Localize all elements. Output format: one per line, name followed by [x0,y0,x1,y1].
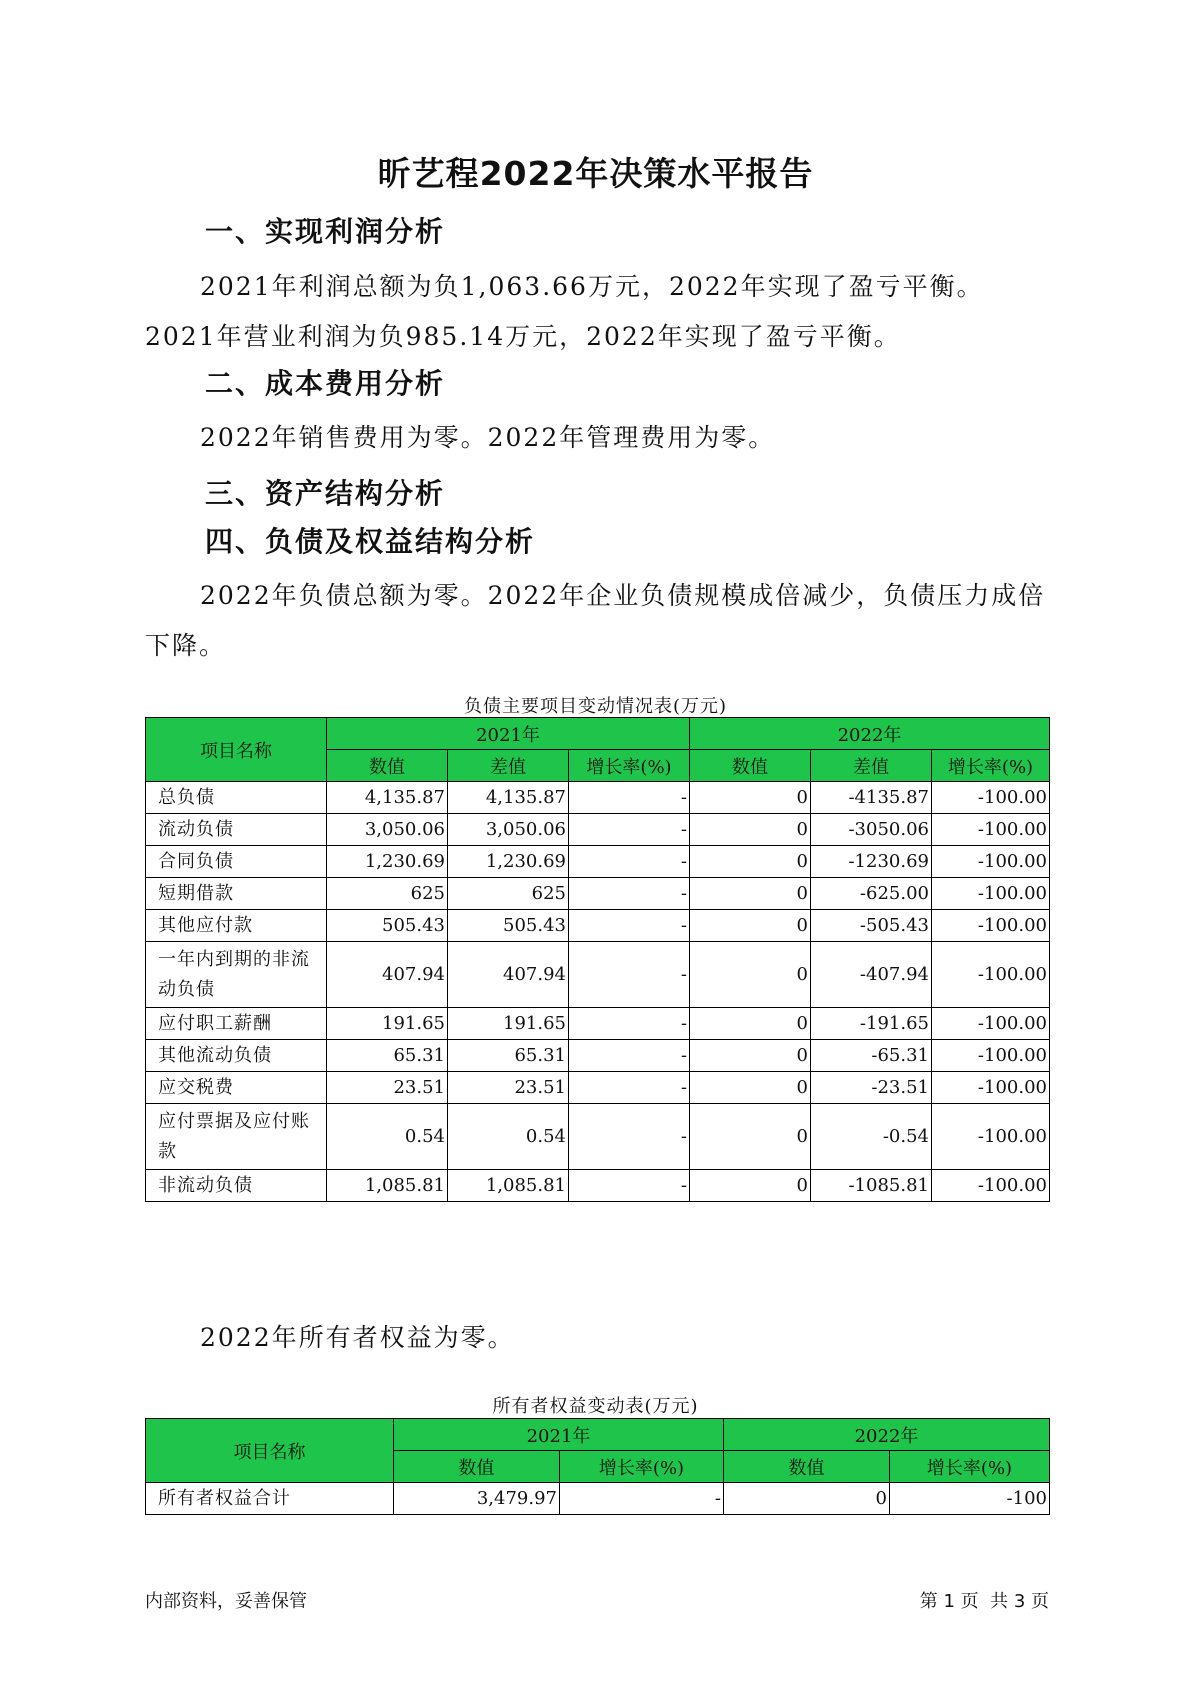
equity-table-caption: 所有者权益变动表(万元) [492,1396,699,1417]
cell-growth-2021: - [569,1170,690,1202]
cell-growth-2022: -100.00 [932,878,1050,910]
table-row [146,1170,1050,1202]
liability-table-caption: 负债主要项目变动情况表(万元) [463,696,728,717]
header-year-2022: 2022年 [724,1419,1050,1451]
cell-growth-2022: -100 [890,1483,1050,1515]
table-row [146,1040,1050,1072]
cell-growth-2021: - [569,1072,690,1104]
cell-growth-2022: -100.00 [932,1170,1050,1202]
section-heading-assets: 三、资产结构分析 [205,477,446,510]
cell-growth-2021: - [569,782,690,814]
cell-growth-2021: - [560,1483,724,1515]
cell-growth-2021: - [569,1104,690,1170]
cell-value-2022: 0 [690,1008,811,1040]
table-row [146,782,1050,814]
cell-value-2022: 0 [690,782,811,814]
cell-diff-2021: 1,085.81 [448,1170,569,1202]
cell-value-2021: 23.51 [327,1072,448,1104]
cell-diff-2021: 1,230.69 [448,846,569,878]
cell-value-2022: 0 [690,1072,811,1104]
row-name: 流动负债 [146,814,327,846]
cell-value-2021: 3,479.97 [394,1483,560,1515]
cell-value-2021: 65.31 [327,1040,448,1072]
cell-value-2021: 0.54 [327,1104,448,1170]
table-row [146,1483,1050,1515]
footer-page-number: 第 1 页 共 3 页 [919,1591,1049,1612]
cell-diff-2021: 505.43 [448,910,569,942]
header-value: 数值 [690,750,811,782]
section-heading-cost: 二、成本费用分析 [205,367,446,400]
cell-diff-2021: 407.94 [448,942,569,1008]
paragraph-cost: 2022年销售费用为零。2022年管理费用为零。 [200,423,776,452]
cell-value-2022: 0 [690,878,811,910]
cell-diff-2021: 0.54 [448,1104,569,1170]
cell-growth-2021: - [569,878,690,910]
row-name: 一年内到期的非流动负债 [146,942,327,1008]
section-heading-liabilities: 四、负债及权益结构分析 [205,525,536,558]
cell-growth-2022: -100.00 [932,1008,1050,1040]
cell-value-2022: 0 [690,814,811,846]
liability-table [145,717,1050,1202]
cell-growth-2021: - [569,814,690,846]
cell-diff-2022: -65.31 [811,1040,932,1072]
cell-growth-2021: - [569,910,690,942]
row-name: 应付票据及应付账款 [146,1104,327,1170]
table-row [146,814,1050,846]
cell-value-2022: 0 [690,942,811,1008]
cell-growth-2022: -100.00 [932,1104,1050,1170]
paragraph-profit: 2021年利润总额为负1,063.66万元，2022年实现了盈亏平衡。2021年营业利润为负985.14万元，2022年实现了盈亏平衡。 [145,272,984,351]
table-row [146,942,1050,1008]
cell-diff-2021: 23.51 [448,1072,569,1104]
cell-growth-2022: -100.00 [932,942,1050,1008]
cell-diff-2022: -625.00 [811,878,932,910]
header-diff: 差值 [448,750,569,782]
cell-value-2021: 1,230.69 [327,846,448,878]
section-heading-profit: 一、实现利润分析 [205,215,446,248]
cell-diff-2022: -3050.06 [811,814,932,846]
header-value: 数值 [327,750,448,782]
row-name: 总负债 [146,782,327,814]
table-row [146,878,1050,910]
cell-diff-2022: -0.54 [811,1104,932,1170]
cell-value-2022: 0 [690,1040,811,1072]
footer-confidential-note: 内部资料，妥善保管 [145,1591,307,1612]
cell-diff-2021: 4,135.87 [448,782,569,814]
cell-value-2022: 0 [690,910,811,942]
cell-value-2021: 191.65 [327,1008,448,1040]
cell-growth-2021: - [569,1008,690,1040]
header-diff: 差值 [811,750,932,782]
table-row [146,910,1050,942]
table-row [146,1008,1050,1040]
header-year-2021: 2021年 [394,1419,724,1451]
row-name: 合同负债 [146,846,327,878]
cell-value-2021: 3,050.06 [327,814,448,846]
cell-growth-2021: - [569,942,690,1008]
cell-growth-2022: -100.00 [932,782,1050,814]
table-row [146,1104,1050,1170]
cell-diff-2021: 625 [448,878,569,910]
cell-diff-2021: 65.31 [448,1040,569,1072]
cell-diff-2022: -1230.69 [811,846,932,878]
cell-value-2022: 0 [724,1483,890,1515]
cell-diff-2022: -505.43 [811,910,932,942]
cell-value-2021: 625 [327,878,448,910]
row-name: 短期借款 [146,878,327,910]
cell-value-2022: 0 [690,846,811,878]
header-value: 数值 [394,1451,560,1483]
cell-diff-2021: 3,050.06 [448,814,569,846]
cell-value-2021: 1,085.81 [327,1170,448,1202]
table-row [146,1072,1050,1104]
row-name: 所有者权益合计 [146,1483,394,1515]
header-year-2021: 2021年 [327,718,690,750]
cell-growth-2022: -100.00 [932,846,1050,878]
header-item-name: 项目名称 [146,1419,394,1483]
cell-value-2022: 0 [690,1170,811,1202]
cell-value-2021: 4,135.87 [327,782,448,814]
cell-value-2021: 505.43 [327,910,448,942]
row-name: 应付职工薪酬 [146,1008,327,1040]
header-item-name: 项目名称 [146,718,327,782]
paragraph-liabilities: 2022年负债总额为零。2022年企业负债规模成倍减少，负债压力成倍下降。 [145,581,1046,660]
page-title: 昕艺程2022年决策水平报告 [377,154,814,193]
cell-growth-2021: - [569,1040,690,1072]
cell-growth-2022: -100.00 [932,910,1050,942]
header-growth: 增长率(%) [890,1451,1050,1483]
table-row [146,846,1050,878]
cell-diff-2022: -1085.81 [811,1170,932,1202]
header-growth: 增长率(%) [932,750,1050,782]
cell-growth-2022: -100.00 [932,1040,1050,1072]
equity-table [145,1418,1050,1515]
cell-growth-2022: -100.00 [932,814,1050,846]
row-name: 其他应付款 [146,910,327,942]
cell-growth-2022: -100.00 [932,1072,1050,1104]
row-name: 应交税费 [146,1072,327,1104]
cell-value-2022: 0 [690,1104,811,1170]
cell-growth-2021: - [569,846,690,878]
cell-diff-2022: -191.65 [811,1008,932,1040]
paragraph-equity: 2022年所有者权益为零。 [200,1323,515,1352]
header-growth: 增长率(%) [560,1451,724,1483]
cell-value-2021: 407.94 [327,942,448,1008]
cell-diff-2022: -23.51 [811,1072,932,1104]
header-value: 数值 [724,1451,890,1483]
header-growth: 增长率(%) [569,750,690,782]
row-name: 其他流动负债 [146,1040,327,1072]
cell-diff-2022: -4135.87 [811,782,932,814]
header-year-2022: 2022年 [690,718,1050,750]
cell-diff-2022: -407.94 [811,942,932,1008]
row-name: 非流动负债 [146,1170,327,1202]
cell-diff-2021: 191.65 [448,1008,569,1040]
